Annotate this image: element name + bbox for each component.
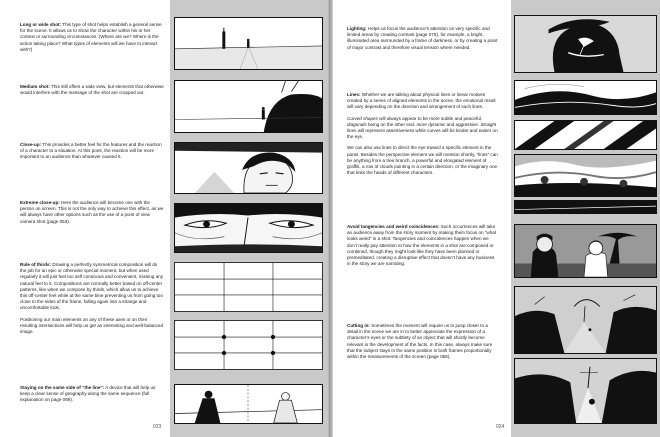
lines-paragraph-3: We can also use lines to direct the eye toward a specific element in the panel. Besides the perspective element we will mention shortly, “lines” can be anything from a tree branch, a powerful and elongated element of graffiti, a row of clouds pointing in a certain direction, or the imaginary one that links the heads of different characters. (347, 145, 498, 176)
extreme-close-up-panel (174, 203, 323, 253)
tangencies-panel (514, 224, 657, 278)
section-close-up (20, 142, 164, 161)
cutting-in-close-panel (514, 358, 657, 424)
section-tangencies (347, 224, 499, 267)
section-title: Long or wide shot: (20, 22, 62, 27)
close-up-panel (174, 142, 323, 194)
section-body: This provides a better feel for the features and the reaction of a character to a situation. At this point, the reaction will be more important to an audience than whatever caused it. (20, 142, 162, 160)
section-body-extra: Positioning our main elements on any of these axes or on their resulting intersections will help us get an interesting and well-balanced image. (20, 316, 163, 335)
page-number: 024 (496, 424, 505, 430)
long-shot-panel (174, 17, 323, 70)
section-cutting-in (347, 323, 499, 360)
right-page (333, 0, 660, 437)
medium-shot-panel (174, 80, 323, 133)
section-body: Sometimes the moment will require us to jump closer to a detail in the scene we are in to better appreciate the expression of a character’s eyes or the subtlety of an object that will shortly become relevant in the development of the facts. In this case, always make sure that the subject stays in the same position in both frames proportionally within the measurements of the screen (page 055). (347, 323, 493, 360)
section-body: A device that will help us keep a clear sense of geography along the same sequence (full explanation on page 069). (20, 385, 156, 403)
section-lines (347, 92, 499, 176)
page-number: 023 (153, 424, 162, 430)
lines-clouds-panel (514, 154, 657, 197)
section-body: This still offers a wide view, but elements that otherwise would interfere with the message of the shot are cropped out. (20, 84, 164, 96)
section-title: Close-up: (20, 142, 42, 147)
lighting-panel (514, 15, 657, 73)
cutting-in-wide-panel (514, 286, 657, 354)
section-title: Avoid tangencies and weird coincidences: (347, 224, 440, 229)
section-body: Here the audience will become one with the person on screen. This is not the only way to achieve this effect, as we will always have other options such as the use of a point of view camera shot (page 053). (20, 200, 164, 224)
section-title: Lighting: (347, 26, 367, 31)
section-long-shot (20, 22, 164, 53)
rule-of-thirds-points-panel (174, 320, 323, 370)
section-title: Rule of thirds: (20, 262, 52, 267)
section-extreme-close-up (20, 200, 164, 225)
section-title: Staying on the same side of “the line”: (20, 385, 105, 390)
lines-street-panel (514, 200, 657, 214)
section-body: Helps us focus the audience’s attention on very specific and limited areas by creating contrast (page 075), for example, a bright, illuminated area surrounded by a frame of darkness, or by creating a point of major contrast and therefore visual tension where needed. (347, 26, 498, 50)
section-body: Such occurrences will take an audience away from the story moment by making them focus on “what looks weird” in a shot. Tangencies and coincidences happen when we don’t really pay attention to how the elements in a shot are composed or combined, though they might look like they have been planned or premeditated, creating a disruptive effect that doesn’t have any business in the story we are narrating. (347, 224, 497, 267)
section-title: Cutting in: (347, 323, 370, 328)
the-line-panel (174, 384, 323, 424)
lines-curved-panel (514, 80, 657, 115)
section-title: Medium shot: (20, 84, 50, 89)
section-title: Extreme close-up: (20, 200, 60, 205)
section-rule-of-thirds (20, 262, 164, 335)
section-medium-shot (20, 84, 164, 96)
section-lighting (347, 26, 499, 51)
rule-of-thirds-grid-panel (174, 262, 323, 312)
lines-diagonal-panel (514, 120, 657, 150)
section-body: This type of shot helps establish a general sense for the scene. It allows us to show the character within his or her context or surrounding circumstances. (Where are we? Where is the action taking place? What types of elements will we have to interact with?) (20, 22, 162, 52)
lines-paragraph-2: Curved shapes will always appear to be more subtle and peaceful, diagonals being on the other end, more dynamic and aggressive. Straight lines will represent assertiveness while curves will be kinder and easier on the eye. (347, 115, 498, 140)
section-the-line (20, 385, 164, 404)
section-body: Whether we are talking about physical lines or linear motives created by a series of aligned elements in the scene, the emotional result will vary depending on the direction and arrangement of such lines. (347, 92, 496, 110)
section-body: Drawing a perfectly symmetrical composition will do the job for an epic or otherwise special moment, but when used regularly it will just feel too self conscious and convenient, missing any natural feel to it. Compositions are normally better based on off-center patterns, like when we compose by thirds, which allow us to achieve this off-center feel while at the same time preventing us from going too close to the sides of the frame, falling again into a strange and uncomfortable look. (20, 262, 163, 311)
section-title: Lines: (347, 92, 361, 97)
left-page (0, 0, 327, 437)
